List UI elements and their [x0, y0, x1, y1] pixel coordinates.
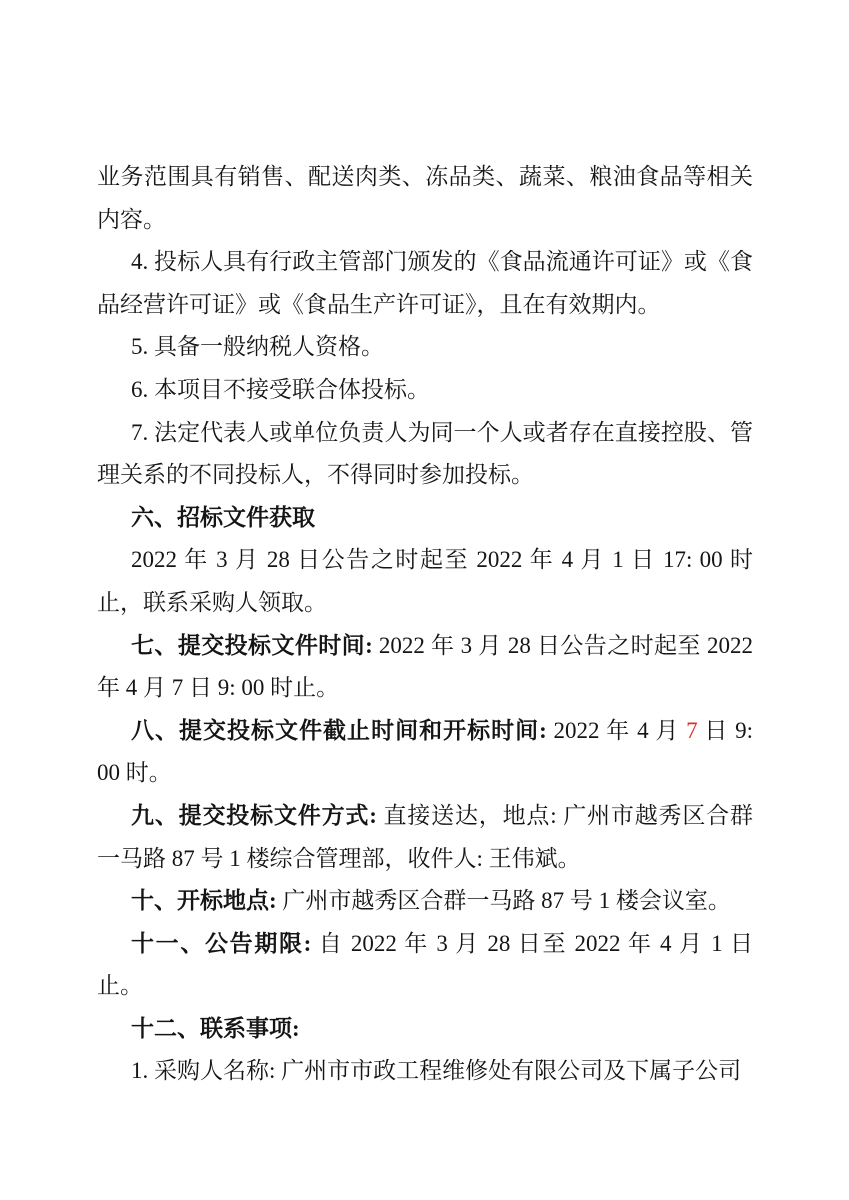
- section-10-opening-location: [97, 880, 753, 923]
- body-text-run: 4. 投标人具有行政主管部门颁发的《食品流通许可证》或《食品经营许可证》或《食品生产许可证》，且在有效期内。: [97, 249, 753, 317]
- body-text-run: 6. 本项目不接受联合体投标。: [131, 376, 430, 402]
- section-11-announcement-period: [97, 923, 753, 1008]
- clause-4: [97, 241, 753, 326]
- section-6-heading: [97, 497, 753, 540]
- highlighted-date-text: 7: [686, 717, 698, 743]
- body-text-run: 广州市越秀区合群一马路 87 号 1 楼会议室。: [282, 888, 731, 914]
- clause-7: [97, 412, 753, 497]
- section-label-text: 六、招标文件获取: [131, 504, 315, 530]
- section-7-submission-time: [97, 625, 759, 710]
- document-body: [97, 156, 759, 1093]
- section-label-text: 十一、公告期限:: [131, 930, 319, 956]
- section-label-text: 七、提交投标文件时间:: [131, 632, 379, 658]
- section-label-text: 十二、联系事项:: [131, 1015, 300, 1041]
- body-text-run: 7. 法定代表人或单位负责人为同一个人或者存在直接控股、管理关系的不同投标人，不得同时参加投标。: [97, 419, 753, 488]
- body-text-run: 自 2022 年 3 月 28 日至 2022 年 4 月 1 日止。: [97, 930, 753, 999]
- section-9-submission-method: [97, 795, 753, 880]
- body-text-run: 1. 采购人名称: 广州市市政工程维修处有限公司及下属子公司: [131, 1058, 742, 1084]
- section-label-text: 九、提交投标文件方式:: [131, 802, 384, 828]
- section-label-text: 十、开标地点:: [131, 888, 283, 914]
- section-12-contact-heading: [97, 1008, 753, 1051]
- body-text-run: 2022 年 3 月 28 日公告之时起至 2022 年 4 月 1 日 17: 00 时止，联系采购人领取。: [97, 547, 753, 615]
- body-text-run: 业务范围具有销售、配送肉类、冻品类、蔬菜、粮油食品等相关内容。: [97, 164, 753, 232]
- section-8-deadline-and-opening-time: [97, 710, 759, 795]
- body-text-run: 日 9: 00 时。: [97, 717, 759, 786]
- contact-item-1-purchaser-name: [97, 1050, 753, 1093]
- body-text-run: 2022 年 4 月: [553, 717, 687, 743]
- body-text-run: 直接送达，地点: 广州市越秀区合群一马路 87 号 1 楼综合管理部，收件人: 王伟斌。: [97, 802, 753, 871]
- clause-5: [97, 326, 753, 369]
- clause-6: [97, 369, 753, 412]
- body-text-run: 2022 年 3 月 28 日公告之时起至 2022 年 4 月 7 日 9: 00 时止。: [97, 632, 759, 701]
- section-6-body: [97, 539, 753, 624]
- section-label-text: 八、提交投标文件截止时间和开标时间:: [131, 717, 554, 743]
- body-text-run: 5. 具备一般纳税人资格。: [131, 334, 384, 360]
- clause-3-continuation: [97, 156, 753, 241]
